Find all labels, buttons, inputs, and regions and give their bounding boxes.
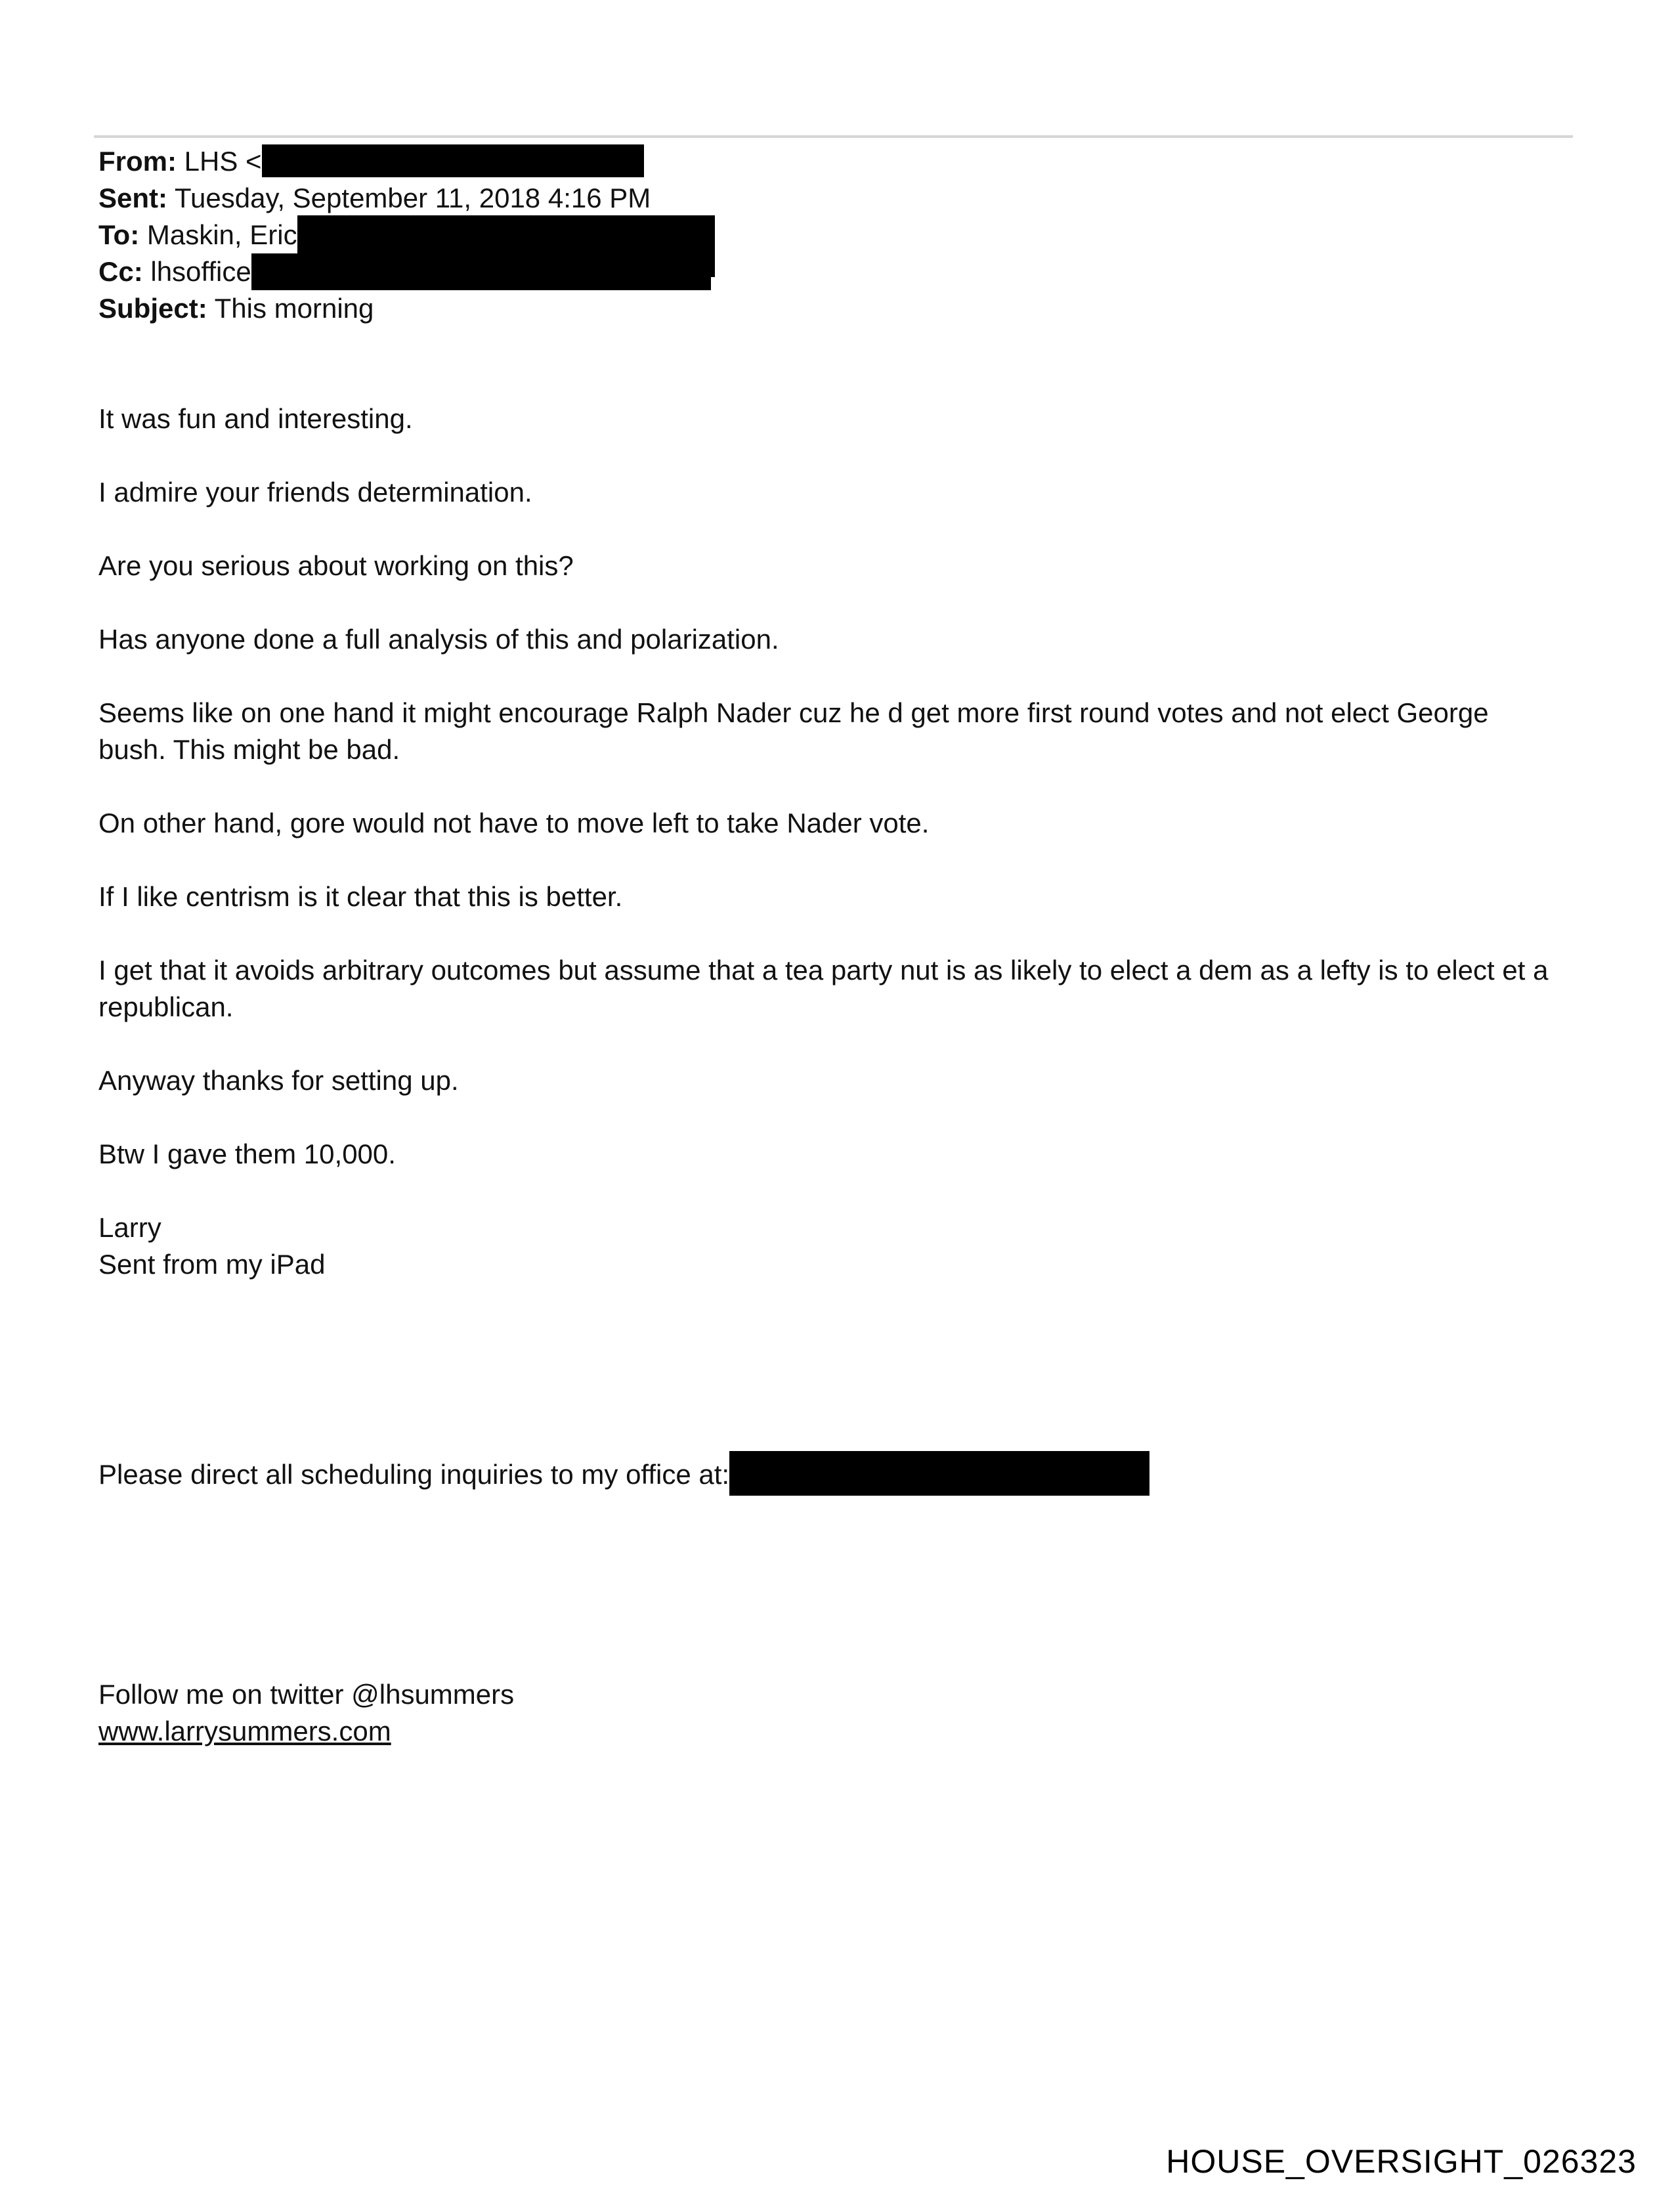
body-paragraph: Btw I gave them 10,000. [98, 1139, 396, 1169]
email-body [98, 401, 1582, 1283]
header-divider [94, 135, 1573, 138]
from-value: LHS < [184, 146, 262, 177]
signature-links [98, 1676, 514, 1750]
from-label: From: [98, 146, 177, 177]
website-link[interactable]: www.larrysummers.com [98, 1716, 391, 1746]
body-paragraph: I get that it avoids arbitrary outcomes but assume that a tea party nut is as likely to elect a dem as a lefty is to elect et a republican. [98, 955, 1549, 1022]
cc-value: lhsoffice [150, 256, 251, 287]
email-header [98, 143, 715, 327]
subject-label: Subject: [98, 293, 207, 324]
subject-line [98, 290, 715, 327]
cc-line [98, 253, 715, 290]
scheduling-text: Please direct all scheduling inquiries to my office at: [98, 1459, 730, 1490]
twitter-line: Follow me on twitter @lhsummers [98, 1679, 515, 1710]
sent-label: Sent: [98, 183, 167, 213]
body-paragraph: I admire your friends determination. [98, 477, 532, 508]
to-label: To: [98, 219, 140, 250]
redaction-office-email [729, 1451, 1149, 1496]
redaction-cc [251, 253, 711, 290]
to-line [98, 217, 715, 253]
sent-value: Tuesday, September 11, 2018 4:16 PM [174, 183, 651, 213]
cc-label: Cc: [98, 256, 143, 287]
bates-number: HOUSE_OVERSIGHT_026323 [1166, 2143, 1637, 2180]
sent-line [98, 180, 715, 217]
redaction-from [262, 144, 644, 177]
body-paragraph: Has anyone done a full analysis of this and polarization. [98, 624, 779, 655]
body-paragraph: Are you serious about working on this? [98, 550, 574, 581]
body-paragraph: Anyway thanks for setting up. [98, 1065, 459, 1096]
scheduling-line [98, 1456, 1149, 1496]
body-paragraph: Seems like on one hand it might encourage Ralph Nader cuz he d get more first round votes and not elect George bush. This might be bad. [98, 697, 1489, 765]
subject-value: This morning [214, 293, 374, 324]
signature-name: Larry [98, 1212, 161, 1243]
body-paragraph: On other hand, gore would not have to move left to take Nader vote. [98, 808, 930, 838]
body-paragraph: If I like centrism is it clear that this is better. [98, 881, 623, 912]
from-line [98, 143, 715, 180]
body-paragraph: It was fun and interesting. [98, 403, 413, 434]
to-value: Maskin, Eric [146, 219, 297, 250]
signature-device: Sent from my iPad [98, 1249, 326, 1280]
